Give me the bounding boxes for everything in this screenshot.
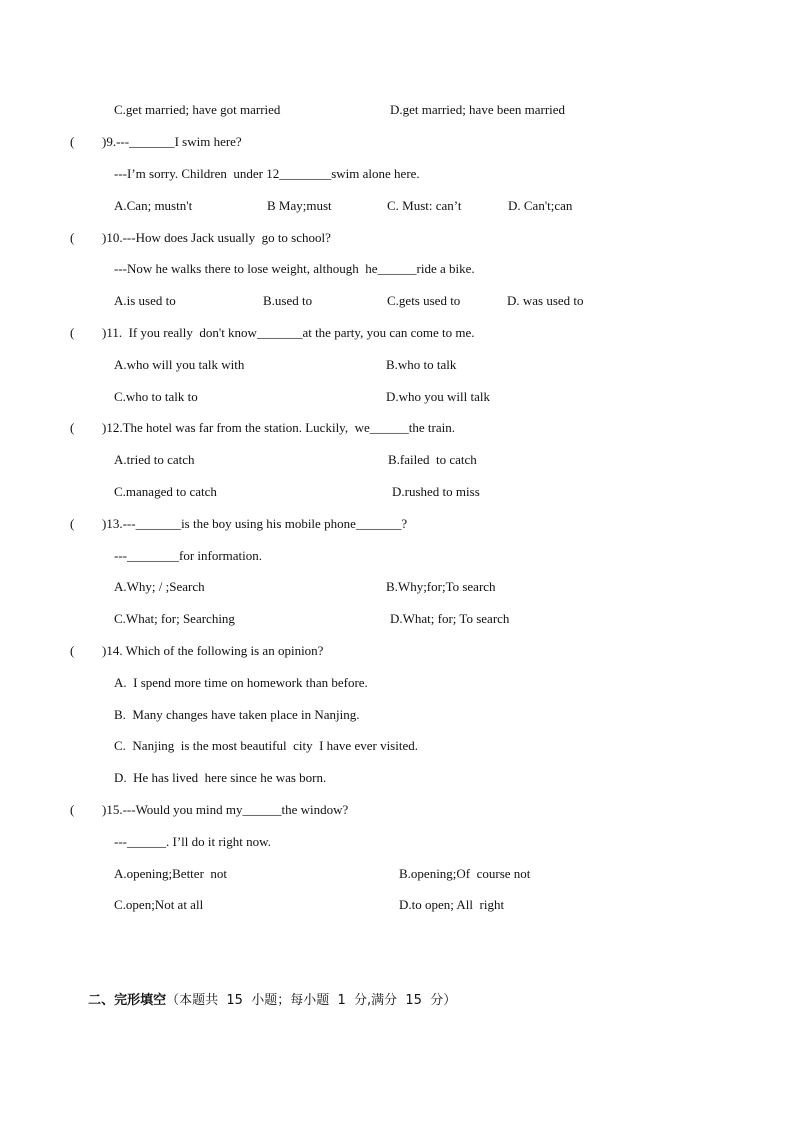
q13-answer-paren: ( [70,516,75,531]
q14-answer-paren: ( [70,643,75,658]
q15-option-a: A.opening;Better not [114,866,228,881]
q11-option-b: B.who to talk [386,357,457,372]
q13-option-b: B.Why;for;To search [386,579,496,594]
q10-answer-paren: ( [70,230,75,245]
q10-stem: )10.---How does Jack usually go to school? [102,230,331,245]
q12-option-d: D.rushed to miss [392,484,480,499]
q14-option-a: A. I spend more time on homework than before. [114,675,368,690]
q12-option-c: C.managed to catch [114,484,217,499]
q11-stem: )11. If you really don't know_______at the party, you can come to me. [102,325,475,340]
section-title: 二、完形填空 [88,993,167,1008]
q15-stem: )15.---Would you mind my______the window? [102,802,349,817]
q9-option-d: D. Can't;can [508,198,573,213]
q11-answer-paren: ( [70,325,75,340]
q13-reply: ---________for information. [114,548,263,563]
q13-option-d: D.What; for; To search [390,611,510,626]
q13-option-a: A.Why; / ;Search [114,579,205,594]
q15-option-b: B.opening;Of course not [399,866,531,881]
q11-option-d: D.who you will talk [386,389,490,404]
q12-option-a: A.tried to catch [114,452,195,467]
section-heading [70,974,456,1028]
q10-option-b: B.used to [263,293,313,308]
q9-answer-paren: ( [70,134,75,149]
q11-option-c: C.who to talk to [114,389,198,404]
section-note: （本题共 15 小题；每小题 1 分,满分 15 分） [166,993,457,1008]
q10-option-a: A.is used to [114,293,176,308]
q9-reply: ---I’m sorry. Children under 12________swim alone here. [114,166,420,181]
q14-option-c: C. Nanjing is the most beautiful city I have ever visited. [114,738,418,753]
q14-option-b: B. Many changes have taken place in Nanjing. [114,707,360,722]
q9-option-b: B May;must [267,198,332,213]
q15-option-d: D.to open; All right [399,897,505,912]
q9-stem: )9.---_______I swim here? [102,134,242,149]
q15-reply: ---______. I’ll do it right now. [114,834,271,849]
q12-answer-paren: ( [70,420,75,435]
q14-option-d: D. He has lived here since he was born. [114,770,327,785]
q10-option-c: C.gets used to [387,293,461,308]
q8-option-d: D.get married; have been married [390,102,566,117]
q9-option-c: C. Must: can’t [387,198,462,213]
q15-option-c: C.open;Not at all [114,897,204,912]
q14-stem: )14. Which of the following is an opinion? [102,643,324,658]
q13-option-c: C.What; for; Searching [114,611,235,626]
q11-option-a: A.who will you talk with [114,357,245,372]
q8-option-c: C.get married; have got married [114,102,281,117]
q15-answer-paren: ( [70,802,75,817]
q12-option-b: B.failed to catch [388,452,477,467]
q12-stem: )12.The hotel was far from the station. Luckily, we______the train. [102,420,455,435]
q10-option-d: D. was used to [507,293,584,308]
q13-stem: )13.---_______is the boy using his mobile phone_______? [102,516,408,531]
q9-option-a: A.Can; mustn't [114,198,193,213]
q10-reply: ---Now he walks there to lose weight, although he______ride a bike. [114,261,475,276]
